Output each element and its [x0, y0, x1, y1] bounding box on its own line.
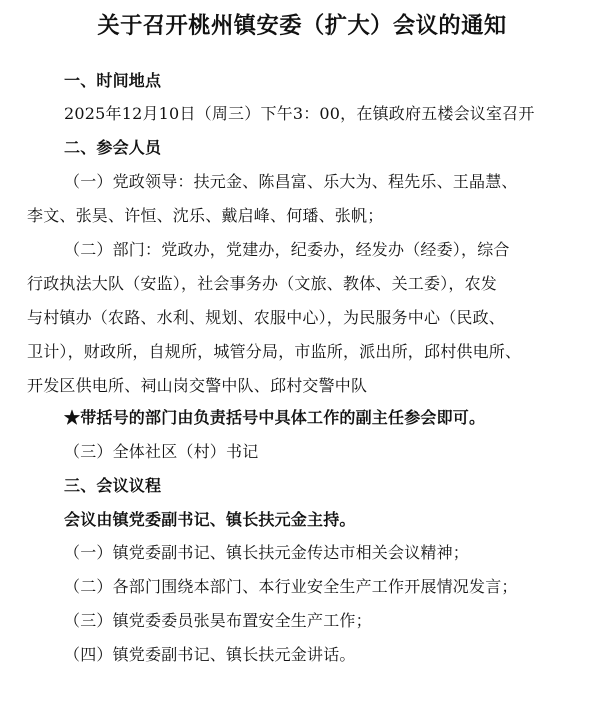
agenda-host-note: 会议由镇党委副书记、镇长扶元金主持。: [64, 510, 356, 529]
section-heading-time-place: 一、时间地点: [64, 71, 162, 90]
attendees-departments-line-1: （二）部门：党政办，党建办，纪委办，经发办（经委），综合: [64, 240, 510, 259]
agenda-item-3: （三）镇党委委员张昊布置安全生产工作；: [64, 611, 372, 630]
attendees-community-secretaries: （三）全体社区（村）书记: [64, 442, 259, 461]
attendees-departments-line-5: 开发区供电所、祠山岗交警中队、邱村交警中队: [27, 376, 368, 395]
document-title: 关于召开桃州镇安委（扩大）会议的通知: [97, 13, 507, 39]
time-place-text: 2025年12月10日（周三）下午3：00，在镇政府五楼会议室召开: [64, 104, 535, 123]
attendees-leaders-line-1: （一）党政领导：扶元金、陈昌富、乐大为、程先乐、王晶慧、: [64, 172, 518, 191]
attendees-departments-line-2: 行政执法大队（安监），社会事务办（文旅、教体、关工委），农发: [27, 274, 498, 293]
agenda-item-4: （四）镇党委副书记、镇长扶元金讲话。: [64, 645, 356, 664]
attendance-note: ★带括号的部门由负责括号中具体工作的副主任参会即可。: [64, 408, 486, 427]
attendees-departments-line-4: 卫计），财政所，自规所，城管分局，市监所，派出所，邱村供电所、: [27, 342, 522, 361]
section-heading-attendees: 二、参会人员: [64, 138, 162, 157]
section-heading-agenda: 三、会议议程: [64, 476, 162, 495]
attendees-leaders-line-2: 李文、张昊、许恒、沈乐、戴启峰、何璠、张帆；: [27, 206, 384, 225]
agenda-item-1: （一）镇党委副书记、镇长扶元金传达市相关会议精神；: [64, 543, 470, 562]
attendees-departments-line-3: 与村镇办（农路、水利、规划、农服中心），为民服务中心（民政、: [27, 308, 506, 327]
agenda-item-2: （二）各部门围绕本部门、本行业安全生产工作开展情况发言；: [64, 577, 518, 596]
